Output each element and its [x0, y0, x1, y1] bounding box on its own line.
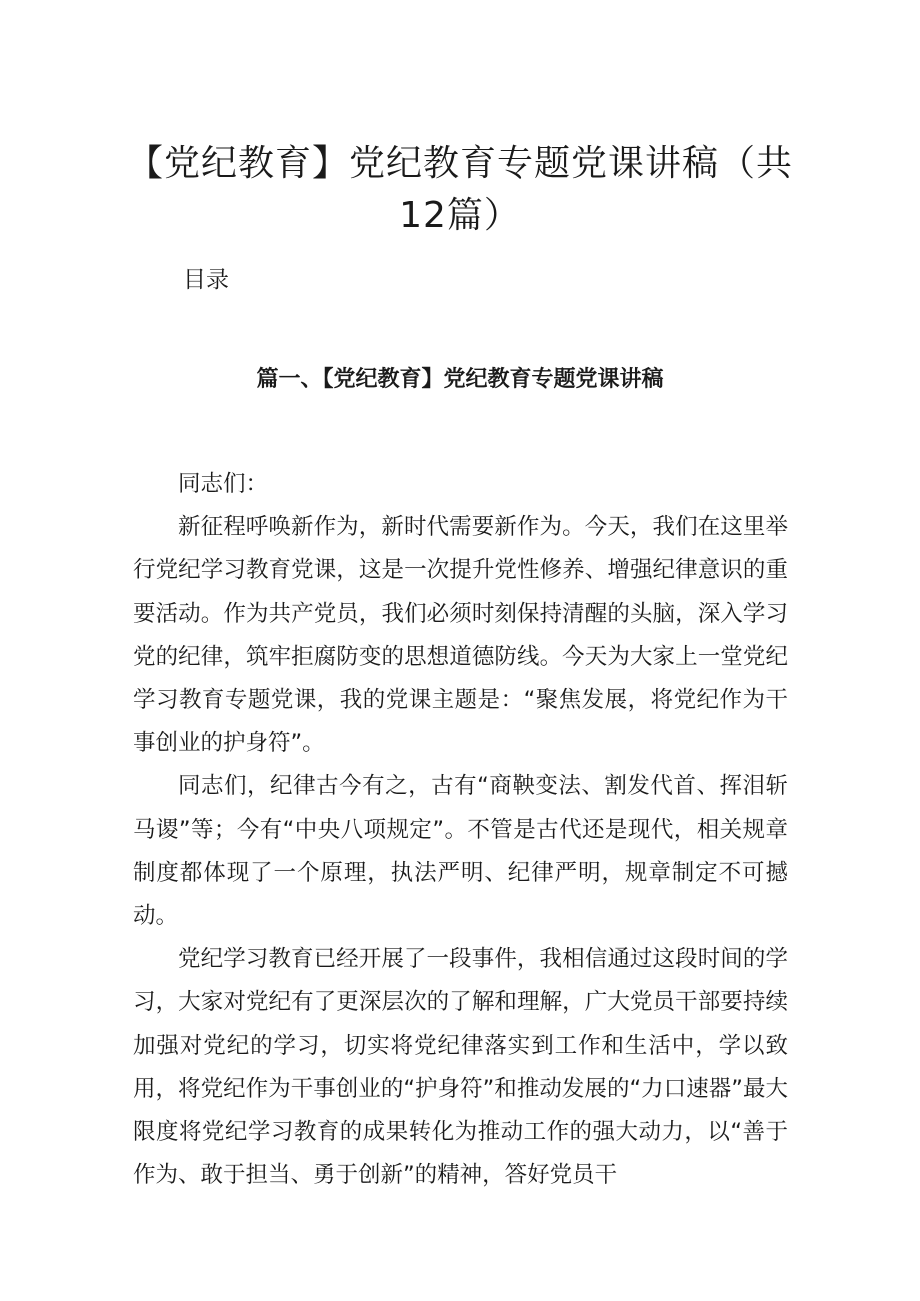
toc-label: 目录	[183, 267, 229, 293]
paragraph-salutation: 同志们：	[178, 471, 269, 497]
paragraph: 党纪学习教育已经开展了一段事件，我相信通过这段时间的学习，大家对党纪有了更深层次的了解和理解，广大党员干部要持续加强对党纪的学习，切实将党纪律落实到工作和生活中，学以致用，将党纪作为干事创业的“护身符”和推动发展的“力口速器”最大限度将党纪学习教育的成果转化为推动工作的强大动力，以“善于作为、敢于担当、勇于创新”的精神，答好党员干	[133, 946, 788, 1189]
body-text	[133, 463, 788, 1197]
document-title: 【党纪教育】党纪教育专题党课讲稿（共12篇）	[126, 143, 793, 236]
paragraph: 同志们，纪律古今有之，古有“商鞅变法、割发代首、挥泪斩马谡”等；今有“中央八项规定”。不管是古代还是现代，相关规章制度都体现了一个原理，执法严明、纪律严明，规章制定不可撼动。	[133, 773, 788, 930]
paragraph: 新征程呼唤新作为，新时代需要新作为。今天，我们在这里举行党纪学习教育党课，这是一次提升党性修养、增强纪律意识的重要活动。作为共产党员，我们必须时刻保持清醒的头脑，深入学习党的纪律，筑牢拒腐防变的思想道德防线。今天为大家上一堂党纪学习教育专题党课，我的党课主题是：“聚焦发展，将党纪作为干事创业的护身符”。	[133, 514, 788, 757]
section-heading: 篇一、【党纪教育】党纪教育专题党课讲稿	[256, 367, 664, 392]
